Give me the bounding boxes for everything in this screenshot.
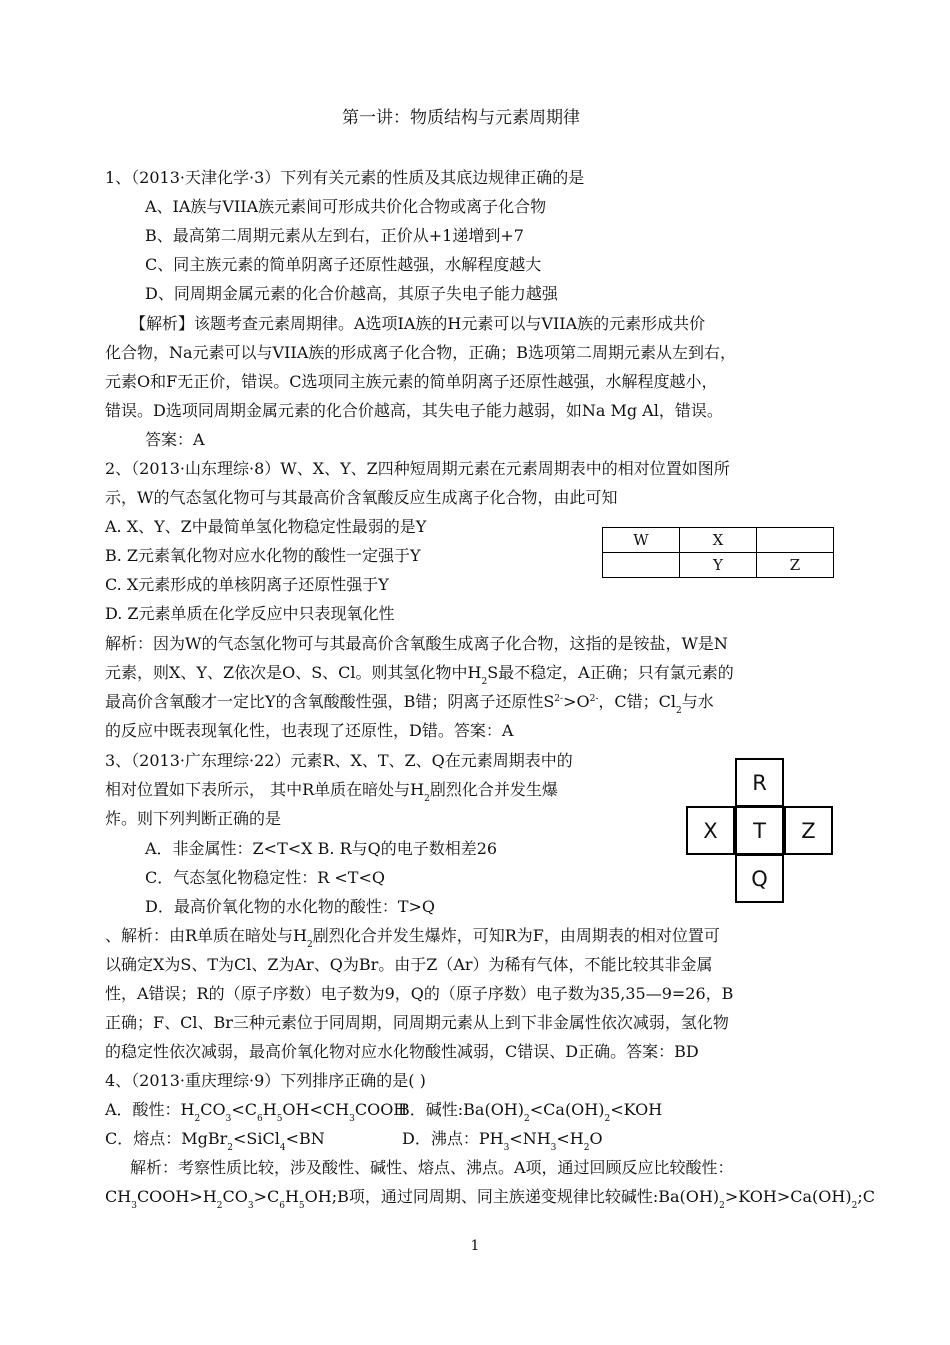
q1-option-a: A、IA族与VIIA族元素间可形成共价化合物或离子化合物 <box>145 197 547 216</box>
q3-analysis-line: 的稳定性依次减弱，最高价氧化物对应水化物酸性减弱，C错误、D正确。答案：BD <box>105 1042 699 1061</box>
text-run: H <box>262 1100 277 1119</box>
text-run: >KOH>Ca(OH) <box>724 1187 852 1206</box>
subscript: 2 <box>424 794 430 804</box>
text-run: OH<CH <box>282 1100 350 1119</box>
text-run: A．酸性：H <box>105 1100 195 1119</box>
q3-stem-line: 3、（2013·广东理综·22）元素R、X、T、Z、Q在元素周期表中的 <box>105 751 573 770</box>
q1-option-d: D、同周期金属元素的化合价越高，其原子失电子能力越强 <box>145 284 558 303</box>
q2-analysis-line: 解析：因为W的气态氢化物可与其最高价含氧酸生成离子化合物，这指的是铵盐，W是N <box>105 634 728 653</box>
text-run: 剧烈化合并发生爆炸，可知R为F，由周期表的相对位置可 <box>312 926 720 945</box>
q2-analysis-line <box>105 691 714 716</box>
q2-option-b: B. Z元素氧化物对应水化物的酸性一定强于Y <box>105 546 421 565</box>
q3-analysis-line: 正确；F、Cl、Br三种元素位于同周期，同周期元素从上到下非金属性依次减弱，氢化物 <box>105 1013 729 1032</box>
table-cell <box>603 553 680 578</box>
q4-option-a <box>105 1099 408 1124</box>
superscript: 2- <box>554 694 564 704</box>
table-cell: W <box>603 528 680 553</box>
q2-analysis-line <box>105 662 734 687</box>
text-run: ，C错；Cl <box>598 692 676 711</box>
text-run: D．沸点：PH <box>402 1129 504 1148</box>
q2-option-c: C. X元素形成的单核阴离子还原性强于Y <box>105 575 389 594</box>
text-run: CO <box>222 1187 248 1206</box>
q4-option-d <box>402 1128 603 1153</box>
text-run: 与水 <box>681 692 714 711</box>
cell-z: Z <box>784 806 833 855</box>
subscript: 3 <box>550 1143 557 1153</box>
q4-option-b <box>398 1099 663 1124</box>
q2-analysis-line: 的反应中既表现氧化性，也表现了还原性，D错。答案：A <box>105 721 514 740</box>
page-title: 第一讲：物质结构与元素周期律 <box>342 108 580 128</box>
text-run: <H <box>556 1129 584 1148</box>
text-run: <Ca(OH) <box>529 1100 605 1119</box>
text-run: CO <box>200 1100 226 1119</box>
text-run: O <box>589 1129 603 1148</box>
q4-stem: 4、（2013·重庆理综·9）下列排序正确的是( ) <box>105 1071 426 1090</box>
text-run: 、解析：由R单质在暗处与H <box>105 926 308 945</box>
text-run: S最不稳定，A正确；只有氯元素的 <box>487 663 734 682</box>
text-run: 相对位置如下表所示， 其中R单质在暗处与H <box>105 780 425 799</box>
q1-option-b: B、最高第二周期元素从左到右，正价从+1递增到+7 <box>145 226 524 245</box>
subscript: 2 <box>851 1201 858 1211</box>
text-run: H <box>284 1187 299 1206</box>
q3-option-d: D．最高价氧化物的水化物的酸性：T>Q <box>145 897 436 916</box>
cell-r: R <box>735 758 784 807</box>
q3-stem-line <box>105 779 558 804</box>
text-run: >C <box>253 1187 280 1206</box>
subscript: 6 <box>257 1114 263 1124</box>
text-run: >O <box>563 692 590 711</box>
text-run: CH <box>105 1187 132 1206</box>
subscript: 4 <box>279 1143 286 1153</box>
subscript: 2 <box>194 1114 201 1124</box>
q3-analysis-line <box>105 925 720 950</box>
table-cell <box>757 528 834 553</box>
subscript: 2 <box>524 1114 530 1124</box>
q4-analysis-line <box>105 1186 875 1211</box>
q1-analysis-line: 错误。D选项同周期金属元素的化合价越高，其失电子能力越弱，如Na Mg Al，错误。 <box>105 401 723 420</box>
text-run: C．熔点：MgBr <box>105 1129 228 1148</box>
subscript: 2 <box>676 706 682 716</box>
q2-option-a: A. X、Y、Z中最简单氢化物稳定性最弱的是Y <box>105 517 427 536</box>
subscript: 6 <box>279 1201 285 1211</box>
subscript: 5 <box>276 1114 283 1124</box>
q4-option-c <box>105 1128 325 1153</box>
cell-x: X <box>686 806 735 855</box>
q3-option-ab: A．非金属性：Z<T<X B. R与Q的电子数相差26 <box>145 839 498 858</box>
subscript: 2 <box>719 1201 725 1211</box>
subscript: 2 <box>216 1201 223 1211</box>
q3-option-c: C．气态氢化物稳定性：R <T<Q <box>145 868 385 887</box>
subscript: 2 <box>307 940 313 950</box>
text-run: COOH <box>354 1100 408 1119</box>
q1-analysis-line: 化合物，Na元素可以与VIIA族的形成离子化合物，正确；B选项第二周期元素从左到右， <box>105 343 737 362</box>
subscript: 3 <box>503 1143 510 1153</box>
text-run: 剧烈化合并发生爆 <box>429 780 558 799</box>
cell-q: Q <box>735 854 784 903</box>
table-cell: X <box>680 528 757 553</box>
text-run: <SiCl <box>233 1129 280 1148</box>
table-cell: Z <box>757 553 834 578</box>
text-run: <C <box>231 1100 257 1119</box>
q1-analysis-line: 元素O和F无正价，错误。C选项同主族元素的简单阴离子还原性越强，水解程度越小， <box>105 372 718 391</box>
page-number: 1 <box>470 1238 480 1254</box>
q3-stem-line: 炸。则下列判断正确的是 <box>105 809 282 828</box>
q1-stem: 1、（2013·天津化学·3）下列有关元素的性质及其底边规律正确的是 <box>105 168 585 187</box>
q2-periodic-table <box>602 527 834 578</box>
subscript: 5 <box>298 1201 305 1211</box>
text-run: OH;B项，通过同周期、同主族递变规律比较碱性:Ba(OH) <box>304 1187 720 1206</box>
q4-analysis-line: 解析：考察性质比较，涉及酸性、碱性、熔点、沸点。A项，通过回顾反应比较酸性： <box>130 1158 734 1177</box>
subscript: 2 <box>481 677 488 687</box>
superscript: 2- <box>589 694 599 704</box>
subscript: 2 <box>227 1143 234 1153</box>
q1-answer: 答案：A <box>145 430 205 449</box>
q1-option-c: C、同主族元素的简单阴离子还原性越强，水解程度越大 <box>145 255 542 274</box>
subscript: 3 <box>225 1114 232 1124</box>
q2-stem-line: 2、（2013·山东理综·8）W、X、Y、Z四种短周期元素在元素周期表中的相对位置如图所 <box>105 459 730 478</box>
subscript: 2 <box>583 1143 590 1153</box>
text-run: <KOH <box>610 1100 663 1119</box>
text-run: <BN <box>285 1129 325 1148</box>
q3-analysis-line: 以确定X为S、T为Cl、Z为Ar、Q为Br。由于Z（Ar）为稀有气体，不能比较其非金属 <box>105 955 713 974</box>
subscript: 3 <box>247 1201 254 1211</box>
subscript: 3 <box>131 1201 137 1211</box>
text-run: 最高价含氧酸才一定比Y的含氧酸酸性强，B错；阴离子还原性S <box>105 692 555 711</box>
text-run: COOH>H <box>136 1187 217 1206</box>
subscript: 3 <box>349 1114 355 1124</box>
text-run: ;C <box>857 1187 875 1206</box>
q1-analysis-line: 【解析】该题考查元素周期律。A选项IA族的H元素可以与VIIA族的元素形成共价 <box>130 314 706 333</box>
text-run: <NH <box>509 1129 551 1148</box>
text-run: B．碱性:Ba(OH) <box>398 1100 525 1119</box>
q3-analysis-line: 性，A错误；R的（原子序数）电子数为9，Q的（原子序数）电子数为35,35—9=26，B <box>105 984 734 1003</box>
subscript: 2 <box>604 1114 611 1124</box>
q2-stem-line: 示，W的气态氢化物可与其最高价含氧酸反应生成离子化合物，由此可知 <box>105 488 618 507</box>
cell-t: T <box>735 806 784 855</box>
table-cell: Y <box>680 553 757 578</box>
q2-option-d: D. Z元素单质在化学反应中只表现氧化性 <box>105 604 395 623</box>
text-run: 元素，则X、Y、Z依次是O、S、Cl。则其氢化物中H <box>105 663 482 682</box>
